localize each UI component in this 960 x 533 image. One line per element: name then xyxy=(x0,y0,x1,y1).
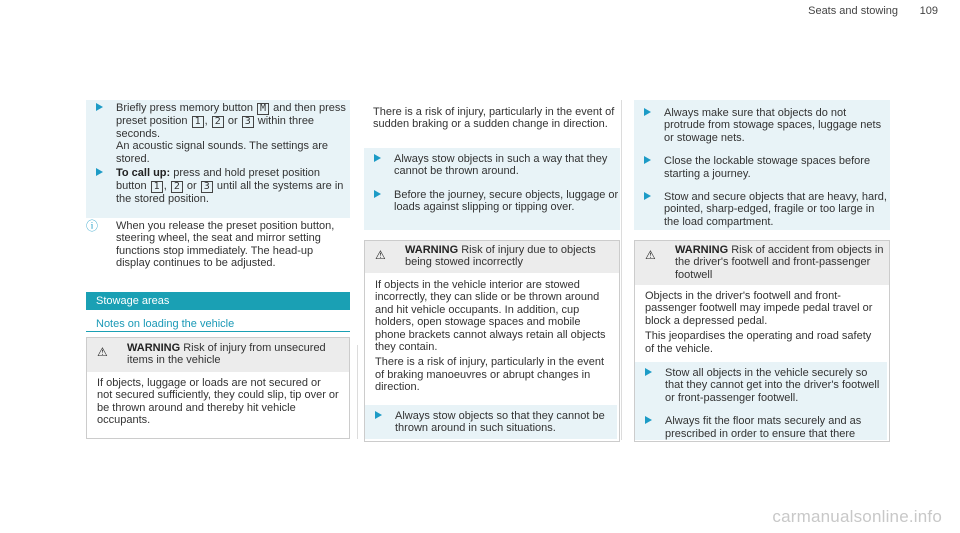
paragraph: There is a risk of injury, particularly in the event of sudden braking or a sudden change in direction. xyxy=(373,106,615,131)
warning-body: If objects, luggage or loads are not secured or not secured sufficiently, they could slip, tip over or be thrown around and thereby hit vehicle occupants. xyxy=(97,377,339,427)
warning-paragraph: If objects in the vehicle interior are stowed incorrectly, they can slide or be thrown around and hit vehicle occupants. In addition, cup holders, open stowage spaces and mobile phone brackets cannot always retain all objects they contain. xyxy=(375,279,606,354)
warning-title: Risk of injury due to objects being stowed incorrectly xyxy=(405,244,596,269)
section-heading: Stowage areas xyxy=(86,292,350,310)
running-header-title: Seats and stowing xyxy=(808,5,898,17)
warning-title: Risk of injury from unsecured items in the vehicle xyxy=(127,342,326,367)
warning-triangle-icon: ⚠ xyxy=(97,345,108,359)
warning-header xyxy=(87,338,349,372)
step-arrow-icon xyxy=(96,103,103,111)
warning-label: WARNING xyxy=(127,342,181,354)
bullet-item: Close the lockable stowage spaces before starting a journey. xyxy=(634,155,890,180)
warning-box-unsecured-items xyxy=(86,337,350,439)
bullet-list xyxy=(634,107,890,228)
bullet-item: Stow all objects in the vehicle securely so that they cannot get into the driver's footwell or front-passenger footwell. xyxy=(635,367,887,404)
steps-list xyxy=(86,102,350,205)
bullet-arrow-icon xyxy=(644,192,651,200)
info-icon: ⓘ xyxy=(86,219,99,233)
subsection-heading: Notes on loading the vehicle xyxy=(96,318,235,330)
bullet-item: Before the journey, secure objects, luggage or loads against slipping or tipping over. xyxy=(364,189,620,214)
warning-paragraph: There is a risk of injury, particularly in the event of braking manoeuvres or abrupt changes in direction. xyxy=(375,356,605,394)
warning-header xyxy=(365,241,619,273)
preset-3-key-icon: 3 xyxy=(201,181,213,193)
bullet-list xyxy=(364,153,620,214)
preset-2-key-icon: 2 xyxy=(171,181,183,193)
warning-paragraph: This jeopardises the operating and road safety of the vehicle. xyxy=(645,330,872,355)
warning-triangle-icon: ⚠ xyxy=(375,248,386,262)
page-number: 109 xyxy=(919,5,938,17)
bullet-item: Always stow objects in such a way that they cannot be thrown around. xyxy=(364,153,620,178)
bullet-arrow-icon xyxy=(645,416,652,424)
warning-label: WARNING xyxy=(675,244,729,256)
bullet-arrow-icon xyxy=(645,368,652,376)
bullet-item: Always fit the floor mats securely and as prescribed in order to ensure that there xyxy=(635,415,887,440)
bullet-item: Stow and secure objects that are heavy, hard, pointed, sharp-edged, fragile or too large in the load compartment. xyxy=(634,191,890,228)
warning-bullet-list xyxy=(635,367,887,440)
subsection-rule xyxy=(86,331,350,332)
warning-bullet-list xyxy=(365,410,617,435)
bullet-arrow-icon xyxy=(375,411,382,419)
bullet-item: Always stow objects so that they cannot be thrown around in such situations. xyxy=(365,410,617,435)
watermark: carmanualsonline.info xyxy=(772,506,942,526)
bullet-item: Always make sure that objects do not protrude from stowage spaces, luggage nets or stowage nets. xyxy=(634,107,890,144)
preset-1-key-icon: 1 xyxy=(151,181,163,193)
bullet-arrow-icon xyxy=(374,190,381,198)
bullet-arrow-icon xyxy=(644,156,651,164)
warning-title: Risk of accident from objects in the driver's footwell and front-passenger footwell xyxy=(675,244,884,281)
memory-key-icon: M xyxy=(257,103,269,115)
warning-triangle-icon: ⚠ xyxy=(645,248,656,262)
preset-3-key-icon: 3 xyxy=(242,116,254,128)
preset-2-key-icon: 2 xyxy=(212,116,224,128)
warning-paragraph: Objects in the driver's footwell and front-passenger footwell may impede pedal travel or block a depressed pedal. xyxy=(645,290,873,327)
warning-body xyxy=(635,285,889,355)
warning-label: WARNING xyxy=(405,244,459,256)
bullet-arrow-icon xyxy=(644,108,651,116)
bullet-arrow-icon xyxy=(374,154,381,162)
info-note: ⓘ When you release the preset position button, steering wheel, the seat and mirror setting functions stop immediately. The head-up display continues to be adjusted. xyxy=(86,219,335,270)
preset-1-key-icon: 1 xyxy=(192,116,204,128)
step-store-position: Briefly press memory button M and then press preset position 1 , 2 or 3 within three seconds. An acoustic signal sounds. The settings are stored. xyxy=(86,102,350,165)
step-call-up: To call up: press and hold preset position button 1 , 2 or 3 until all the systems are in the stored position. xyxy=(86,167,350,205)
column-divider xyxy=(621,100,622,440)
column-divider xyxy=(357,345,358,439)
warning-body xyxy=(365,273,619,394)
step-arrow-icon xyxy=(96,168,103,176)
warning-header xyxy=(635,241,889,285)
